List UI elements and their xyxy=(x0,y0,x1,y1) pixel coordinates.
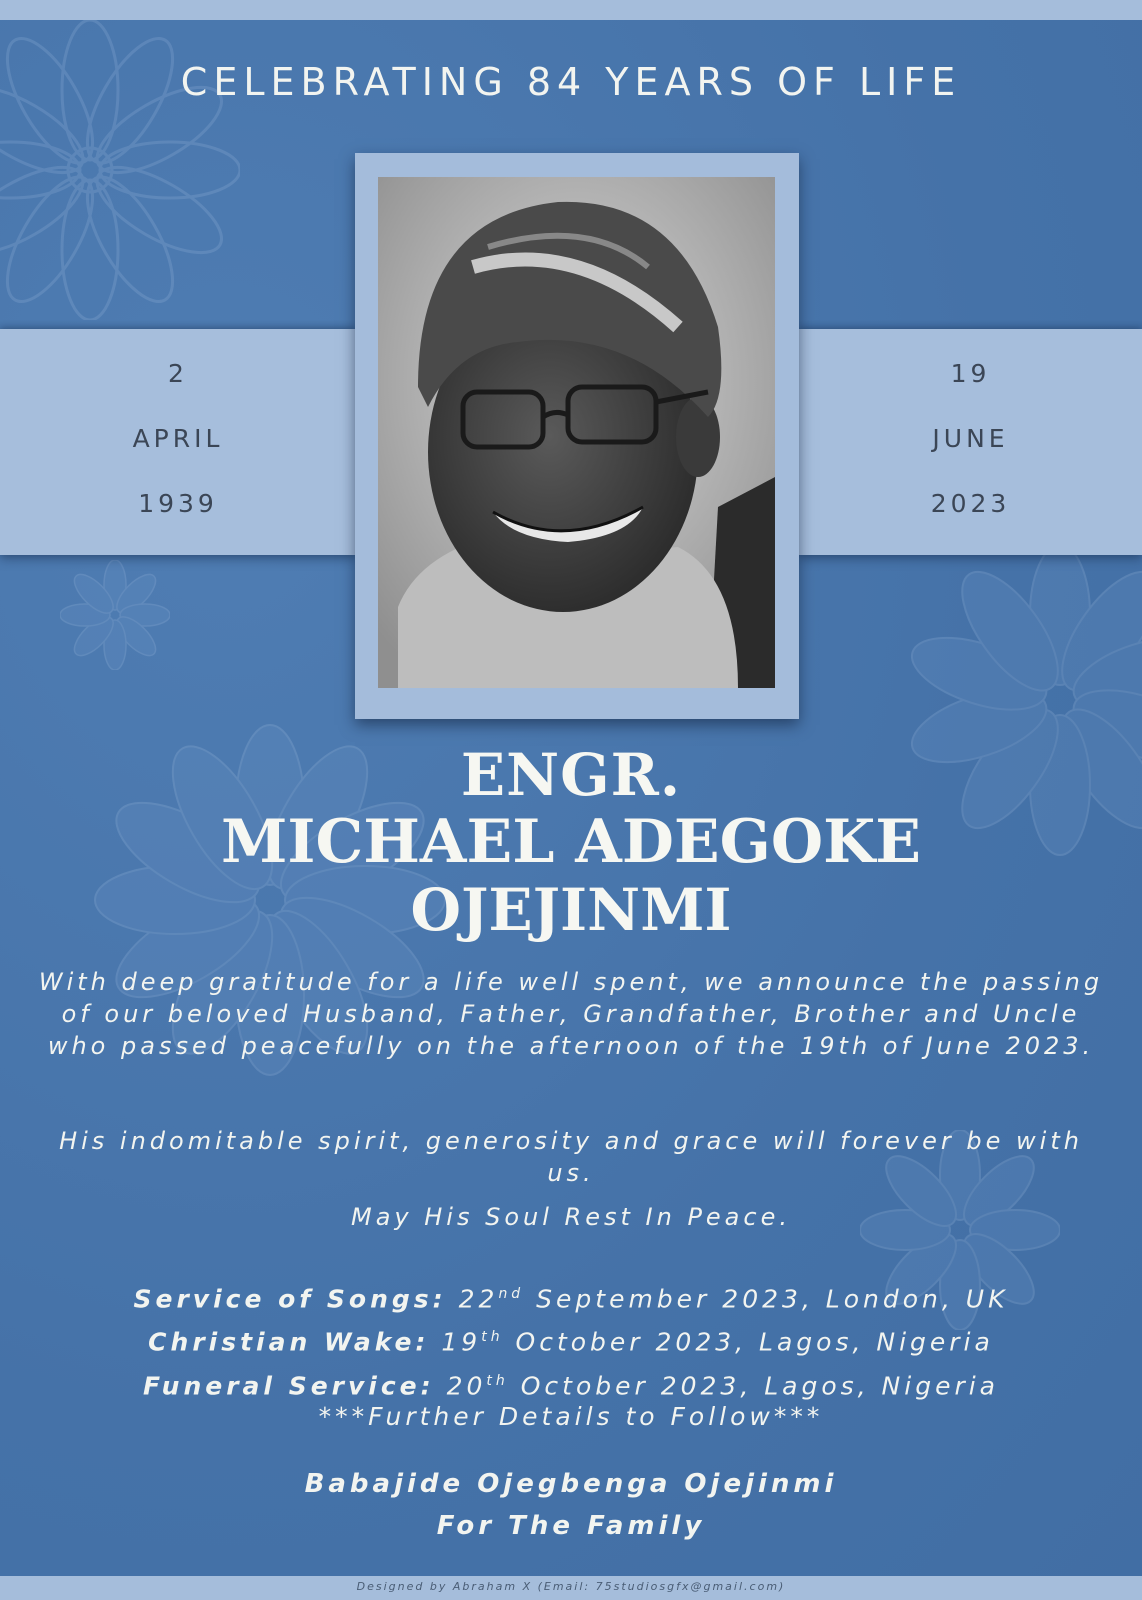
event-day-suffix: th xyxy=(481,1329,504,1346)
announcement-paragraph: With deep gratitude for a life well spent, we announce the passing of our beloved Husband, Father, Grandfather, Brother and Uncle who passed peacefully on the afternoon of the 19th of June 2023. xyxy=(38,968,1104,1060)
event-label: Christian Wake: xyxy=(148,1327,430,1357)
event-details: October 2023, Lagos, Nigeria xyxy=(515,1327,994,1357)
designer-credit: Designed by Abraham X (Email: 75studiosgfx@gmail.com) xyxy=(356,1580,786,1593)
event-christian-wake xyxy=(0,1318,1142,1361)
top-border xyxy=(0,0,1142,20)
event-day: 20 xyxy=(446,1370,487,1400)
birth-month: APRIL xyxy=(132,424,224,453)
event-label: Service of Songs: xyxy=(133,1284,447,1314)
event-funeral-service xyxy=(0,1362,1142,1405)
birth-year: 1939 xyxy=(138,489,218,518)
events-list xyxy=(0,1275,1142,1405)
portrait-photo xyxy=(378,177,775,688)
event-day: 22 xyxy=(458,1284,499,1314)
name-given: MICHAEL ADEGOKE xyxy=(221,807,921,877)
event-details: September 2023, London, UK xyxy=(536,1284,1009,1314)
name-surname: OJEJINMI xyxy=(410,876,732,944)
event-label: Funeral Service: xyxy=(142,1370,435,1400)
signatory-role: For The Family xyxy=(436,1511,706,1541)
death-date-band xyxy=(799,329,1142,555)
page-title: CELEBRATING 84 YEARS OF LIFE xyxy=(180,60,962,104)
event-details: October 2023, Lagos, Nigeria xyxy=(520,1370,1000,1400)
birth-date-band xyxy=(0,329,356,555)
event-service-of-songs xyxy=(0,1275,1142,1318)
death-day: 19 xyxy=(950,359,991,388)
death-month: JUNE xyxy=(932,424,1009,453)
event-day-suffix: nd xyxy=(498,1286,525,1302)
rest-in-peace-line: May His Soul Rest In Peace. xyxy=(351,1203,791,1231)
name-title: ENGR. xyxy=(460,741,682,809)
further-details-note: ***Further Details to Follow*** xyxy=(318,1402,824,1431)
signatory-name: Babajide Ojegbenga Ojejinmi xyxy=(304,1469,838,1499)
birth-day: 2 xyxy=(168,359,188,388)
death-year: 2023 xyxy=(930,489,1011,518)
tribute-paragraph: His indomitable spirit, generosity and grace will forever be with us. xyxy=(59,1127,1083,1187)
event-day: 19 xyxy=(441,1327,482,1357)
event-day-suffix: th xyxy=(486,1372,509,1389)
flower-decoration-icon xyxy=(60,560,170,670)
portrait-frame xyxy=(355,153,799,719)
portrait-illustration-icon xyxy=(378,177,775,688)
